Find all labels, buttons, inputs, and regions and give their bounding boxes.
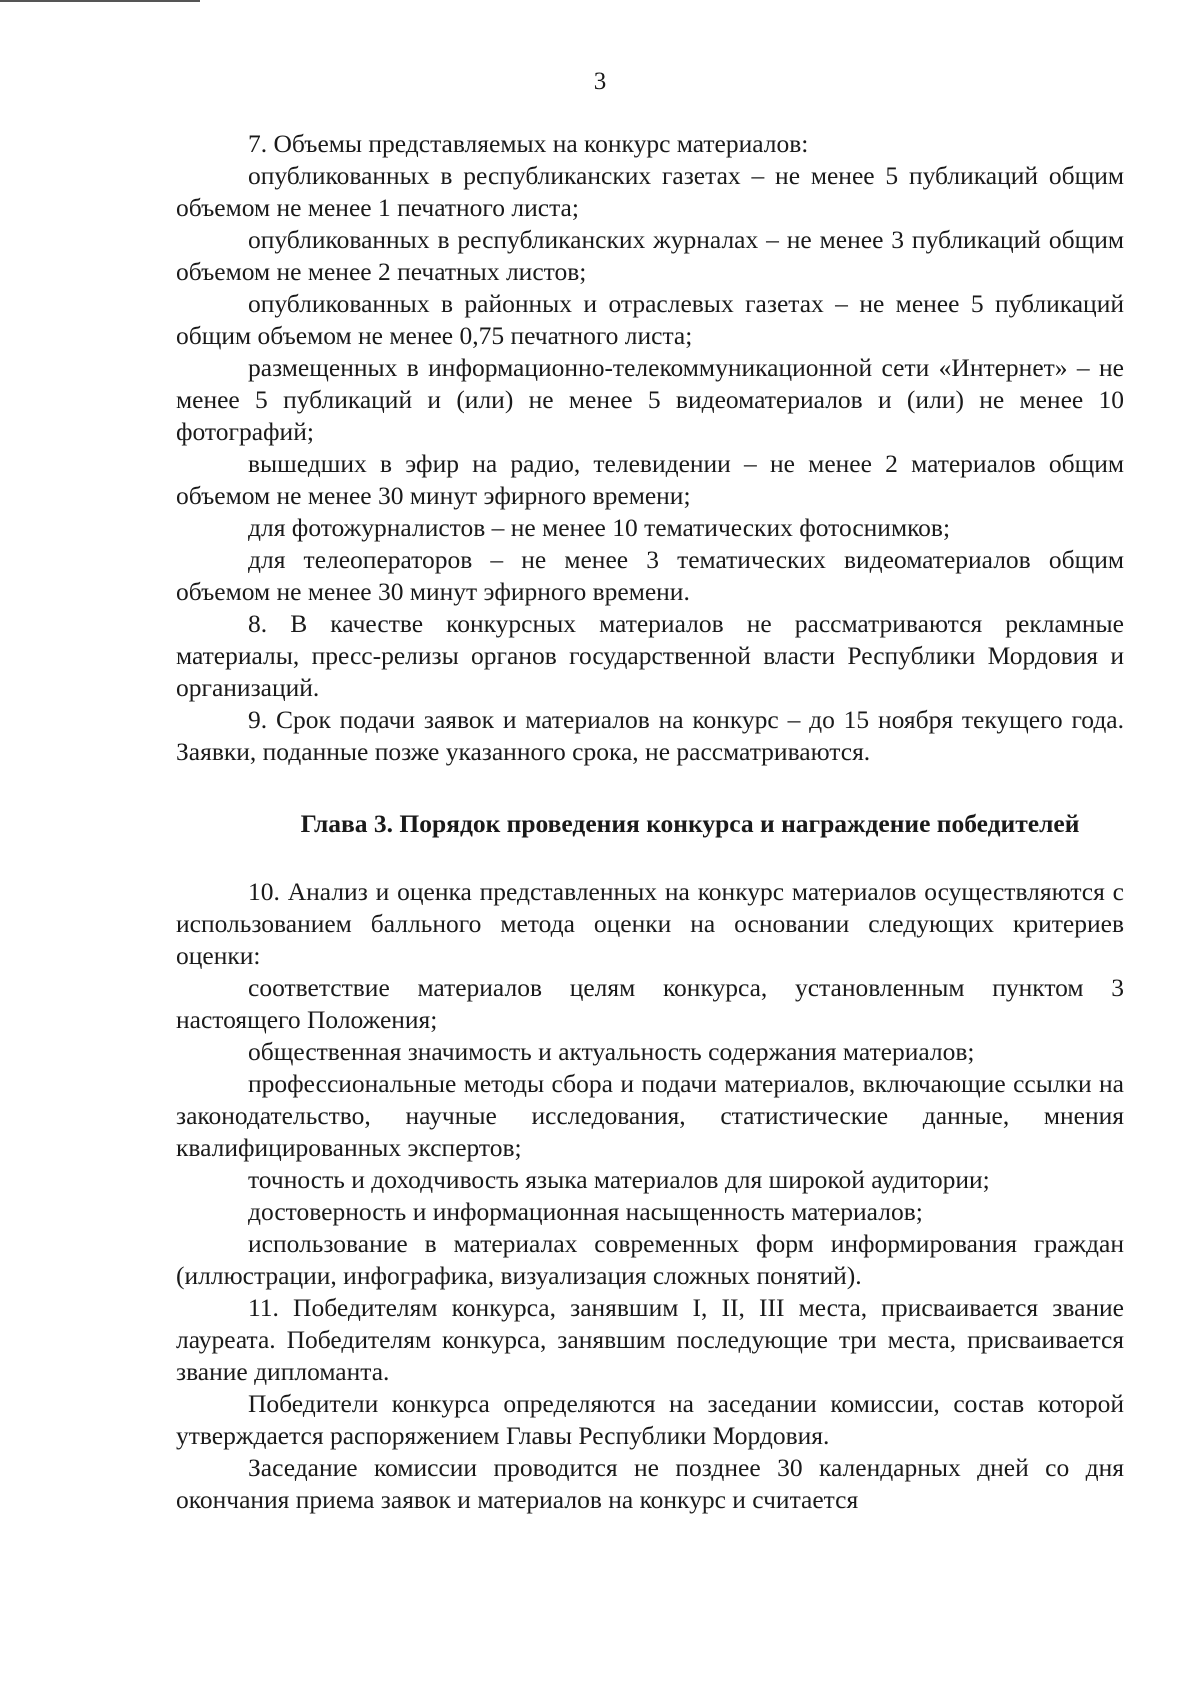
paragraph-11: 11. Победителям конкурса, занявшим I, II, III места, присваивается звание лауреата. Победителям конкурса, занявшим последующие три места, присваивается звание дипломанта. — [176, 1293, 1124, 1386]
paragraph-7-camera-operators: для телеоператоров – не менее 3 тематических видеоматериалов общим объемом не менее 30 минут эфирного времени. — [176, 545, 1124, 606]
paragraph-9: 9. Срок подачи заявок и материалов на конкурс – до 15 ноября текущего года. Заявки, поданные позже указанного срока, не рассматриваются. — [176, 705, 1124, 766]
paragraph-7-internet: размещенных в информационно-телекоммуникационной сети «Интернет» – не менее 5 публикаций и (или) не менее 5 видеоматериалов и (или) не менее 10 фотографий; — [176, 353, 1124, 446]
document-body — [176, 128, 1124, 1516]
paragraph-commission-meeting: Заседание комиссии проводится не позднее 30 календарных дней со дня окончания приема заявок и материалов на конкурс и считается — [176, 1453, 1124, 1514]
scan-edge-line — [0, 0, 200, 2]
criterion-significance: общественная значимость и актуальность содержания материалов; — [248, 1037, 975, 1066]
paragraph-8: 8. В качестве конкурсных материалов не рассматриваются рекламные материалы, пресс-релизы органов государственной власти Республики Мордовия и организаций. — [176, 609, 1124, 702]
paragraph-7-republican-magazines: опубликованных в республиканских журналах – не менее 3 публикаций общим объемом не менее 2 печатных листов; — [176, 225, 1124, 286]
page-number: 3 — [593, 68, 607, 95]
paragraph-10: 10. Анализ и оценка представленных на конкурс материалов осуществляются с использованием балльного метода оценки на основании следующих критериев оценки: — [176, 877, 1124, 970]
paragraph-winners-commission: Победители конкурса определяются на заседании комиссии, состав которой утверждается распоряжением Главы Республики Мордовия. — [176, 1389, 1124, 1450]
paragraph-7-intro: 7. Объемы представляемых на конкурс материалов: — [248, 129, 809, 158]
chapter-3-heading: Глава 3. Порядок проведения конкурса и награждение победителей — [300, 809, 1080, 838]
paragraph-7-photojournalists: для фотожурналистов – не менее 10 тематических фотоснимков; — [248, 513, 951, 542]
criterion-methods: профессиональные методы сбора и подачи материалов, включающие ссылки на законодательство, научные исследования, статистические данные, мнения квалифицированных экспертов; — [176, 1069, 1124, 1162]
paragraph-7-district-newspapers: опубликованных в районных и отраслевых газетах – не менее 5 публикаций общим объемом не менее 0,75 печатного листа; — [176, 289, 1124, 350]
paragraph-7-broadcast: вышедших в эфир на радио, телевидении – не менее 2 материалов общим объемом не менее 30 минут эфирного времени; — [176, 449, 1124, 510]
criterion-modern-forms: использование в материалах современных форм информирования граждан (иллюстрации, инфографика, визуализация сложных понятий). — [176, 1229, 1124, 1290]
paragraph-7-republican-newspapers: опубликованных в республиканских газетах – не менее 5 публикаций общим объемом не менее 1 печатного листа; — [176, 161, 1124, 222]
criterion-goals: соответствие материалов целям конкурса, установленным пунктом 3 настоящего Положения; — [176, 973, 1124, 1034]
criterion-language: точность и доходчивость языка материалов для широкой аудитории; — [248, 1165, 990, 1194]
criterion-reliability: достоверность и информационная насыщенность материалов; — [248, 1197, 923, 1226]
